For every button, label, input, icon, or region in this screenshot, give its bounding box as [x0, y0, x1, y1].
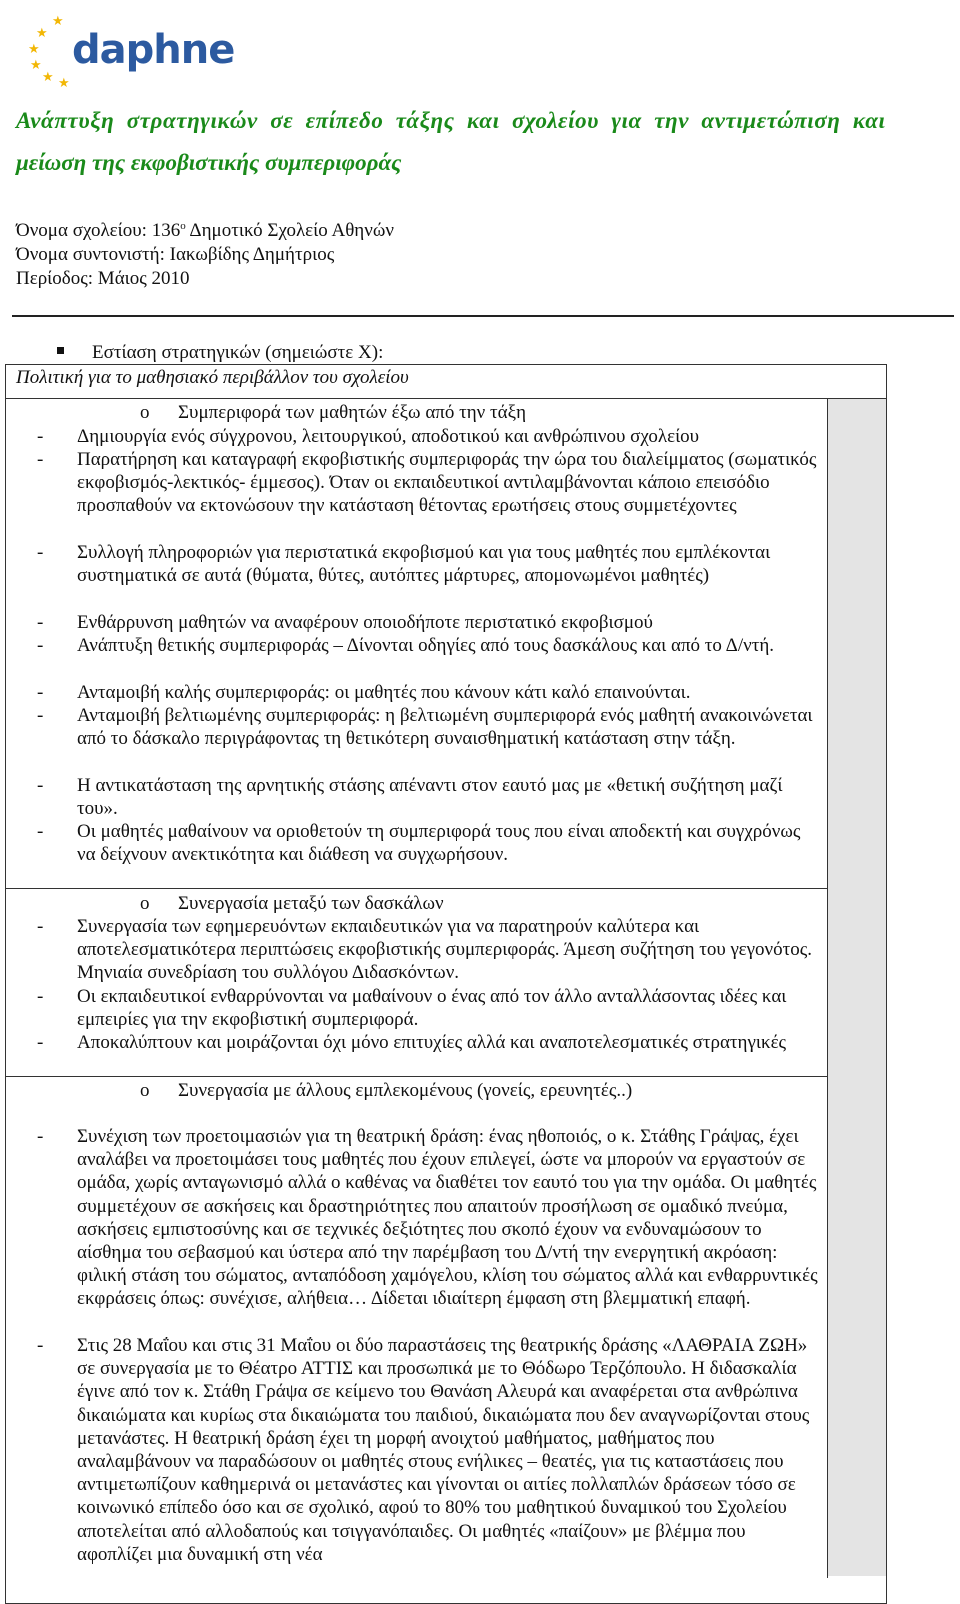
star-icon: ★	[30, 57, 42, 72]
square-bullet-icon	[57, 347, 64, 354]
star-icon: ★	[28, 41, 40, 56]
list-item: - Ενθάρρυνση μαθητών να αναφέρουν οποιοδήποτε περιστατικό εκφοβισμού	[37, 612, 653, 633]
daphne-logo	[22, 6, 235, 90]
star-icon: ★	[36, 25, 48, 40]
list-item: - Δημιουργία ενός σύγχρονου, λειτουργικού, αποδοτικού και ανθρώπινου σχολείου	[37, 426, 700, 447]
star-icon: ★	[52, 13, 64, 28]
coordinator-name: Όνομα συντονιστή: Ιακωβίδης Δημήτριος	[16, 244, 335, 265]
title-line-1: Ανάπτυξη στρατηγικών σε επίπεδο τάξης και σχολείου για την αντιμετώπιση και	[16, 108, 886, 133]
table-divider	[5, 398, 887, 399]
list-item: - Ανταμοιβή βελτιωμένης συμπεριφοράς: η βελτιωμένη συμπεριφορά ενός μαθητή ανακοινώνεται από το δάσκαλο περιγράφοντας τη θετικότερη συναισθηματική κατάσταση στην τάξη.	[37, 705, 813, 750]
logo-text: daphne	[72, 27, 235, 73]
list-item: - Ανάπτυξη θετικής συμπεριφοράς – Δίνονται οδηγίες από τους δασκάλους και από το Δ/ντή.	[37, 635, 775, 656]
list-item: - Παρατήρηση και καταγραφή εκφοβιστικής συμπεριφοράς την ώρα του διαλείμματος (σωματικός εκφοβισμός-λεκτικός- έμμεσος). Όταν οι εκπαιδευτικοί αντιλαμβάνονται κάποιο επεισόδιο προσπαθούν να εκτονώσουν την κατάσταση θέτοντας ερωτήσεις στους συμμετέχοντες	[37, 449, 817, 517]
school-info	[16, 219, 394, 291]
list-item: - Στις 28 Μαΐου και στις 31 Μαΐου οι δύο παραστάσεις της θεατρικής δράσης «ΛΑΘΡΑΙΑ ΖΩΗ» σε συνεργασία με το Θέατρο ΑΤΤΙΣ και προσωπικά με το Θόδωρο Τερζόπουλο. Η διδασκαλία έγινε από τον κ. Στάθη Γράψα σε κείμενο του Θανάση Αλευρά και αναφέρεται στα ανθρώπινα δικαιώματα και κυρίως στα δικαιώματα του παιδιού, δικαιώματα που δεν αναγνωρίζονται στους μετανάστες. Η θεατρική δράση έχει τη μορφή ανοιχτού μαθήματος, μαθήματος που αναλαμβάνουν να παραδώσουν οι μαθητές στους ενήλικες – θεατές, για τις καταστάσεις που αντιμετωπίζουν καθημερινά οι μετανάστες και γίνονται οι αιτίες πολλαπλών δράσεων τόσο σε κοινωνικό επίπεδο όσο και σε σχολικό, αφού το 80% του μαθητικού δυναμικού του Σχολείου αποτελείται από αλλοδαπούς και τσιγγανόπαιδες. Οι μαθητές «παίζουν» με βλέμμα που αφοπλίζει μια δυναμική στη νέα	[37, 1335, 810, 1565]
mark-column	[828, 399, 886, 1576]
document-title	[16, 100, 956, 184]
section-heading: o Συνεργασία με άλλους εμπλεκομένους (γονείς, ερευνητές..)	[140, 1080, 633, 1101]
horizontal-rule	[12, 315, 954, 317]
section-heading: o Συμπεριφορά των μαθητών έξω από την τάξη	[140, 402, 527, 423]
list-item: - Αποκαλύπτουν και μοιράζονται όχι μόνο επιτυχίες αλλά και αναποτελεσματικές στρατηγικές	[37, 1032, 787, 1053]
section-heading: o Συνεργασία μεταξύ των δασκάλων	[140, 893, 444, 914]
title-line-2: μείωση της εκφοβιστικής συμπεριφοράς	[16, 150, 402, 175]
table-divider	[5, 888, 827, 889]
list-item: - Συνεργασία των εφημερευόντων εκπαιδευτικών για να παρατηρούν καλύτερα και αποτελεσματικότερα περιπτώσεις εκφοβιστικής συμπεριφοράς. Άμεση συζήτηση του γεγονότος. Μηνιαία συνεδρίαση του συλλόγου Διδασκόντων.	[37, 916, 812, 984]
list-item: - Η αντικατάσταση της αρνητικής στάσης απέναντι στον εαυτό μας με «θετική συζήτηση μαζί του».	[37, 775, 783, 820]
list-item: - Συλλογή πληροφοριών για περιστατικά εκφοβισμού και για τους μαθητές που εμπλέκονται συστηματικά σε αυτά (θύματα, θύτες, αυτόπτες μάρτυρες, απομονωμένοι μαθητές)	[37, 542, 771, 587]
list-item: - Οι μαθητές μαθαίνουν να οριοθετούν τη συμπεριφορά τους που είναι αποδεκτή και συγχρόνως να δείχνουν ανεκτικότητα και διάθεση να συγχωρήσουν.	[37, 821, 801, 866]
policy-label: Πολιτική για το μαθησιακό περιβάλλον του σχολείου	[16, 367, 409, 388]
table-divider	[5, 1076, 827, 1077]
school-name: Όνομα σχολείου: $136^o$ Δημοτικό Σχολείο Αθηνών	[16, 220, 394, 241]
star-icon: ★	[58, 75, 70, 90]
list-item: - Οι εκπαιδευτικοί ενθαρρύνονται να μαθαίνουν ο ένας από τον άλλο ανταλλάσοντας ιδέες και εμπειρίες για την εκφοβιστική συμπεριφορά.	[37, 986, 787, 1031]
focus-heading: Εστίαση στρατηγικών (σημειώστε Χ):	[57, 341, 383, 365]
star-icon: ★	[42, 69, 54, 84]
period: Περίοδος: Μάιος 2010	[16, 268, 190, 289]
list-item: - Συνέχιση των προετοιμασιών για τη θεατρική δράση: ένας ηθοποιός, ο κ. Στάθης Γράψας, έχει αναλάβει να προετοιμάσει τους μαθητές που έχουν επιλεγεί, ώστε να μπορούν να εργαστούν σε ομάδα, χωρίς ανταγωνισμό αλλά ο καθένας να διαθέτει τον εαυτό του για την ομάδα. Οι μαθητές συμμετέχουν σε ασκήσεις και δραστηριότητες που απαιτούν προσήλωση σε ομαδικό πνεύμα, ασκήσεις εμπιστοσύνης και σε τεχνικές δεξιότητες που σκοπό έχουν να ενδυναμώσουν το αίσθημα του σεβασμού και ύστερα από την παρέμβαση του Δ/ντή την ενεργητική ακρόαση: φιλική στάση του σώματος, ανταπόδοση χαμόγελου, κλίση του σώματος αλλά και ενθαρρυντικές εκφράσεις όπως: συνέχισε, αλήθεια… Δίδεται ιδιαίτερη έμφαση στη βλεμματική επαφή.	[37, 1126, 818, 1310]
list-item: - Ανταμοιβή καλής συμπεριφοράς: οι μαθητές που κάνουν κάτι καλό επαινούνται.	[37, 682, 691, 703]
